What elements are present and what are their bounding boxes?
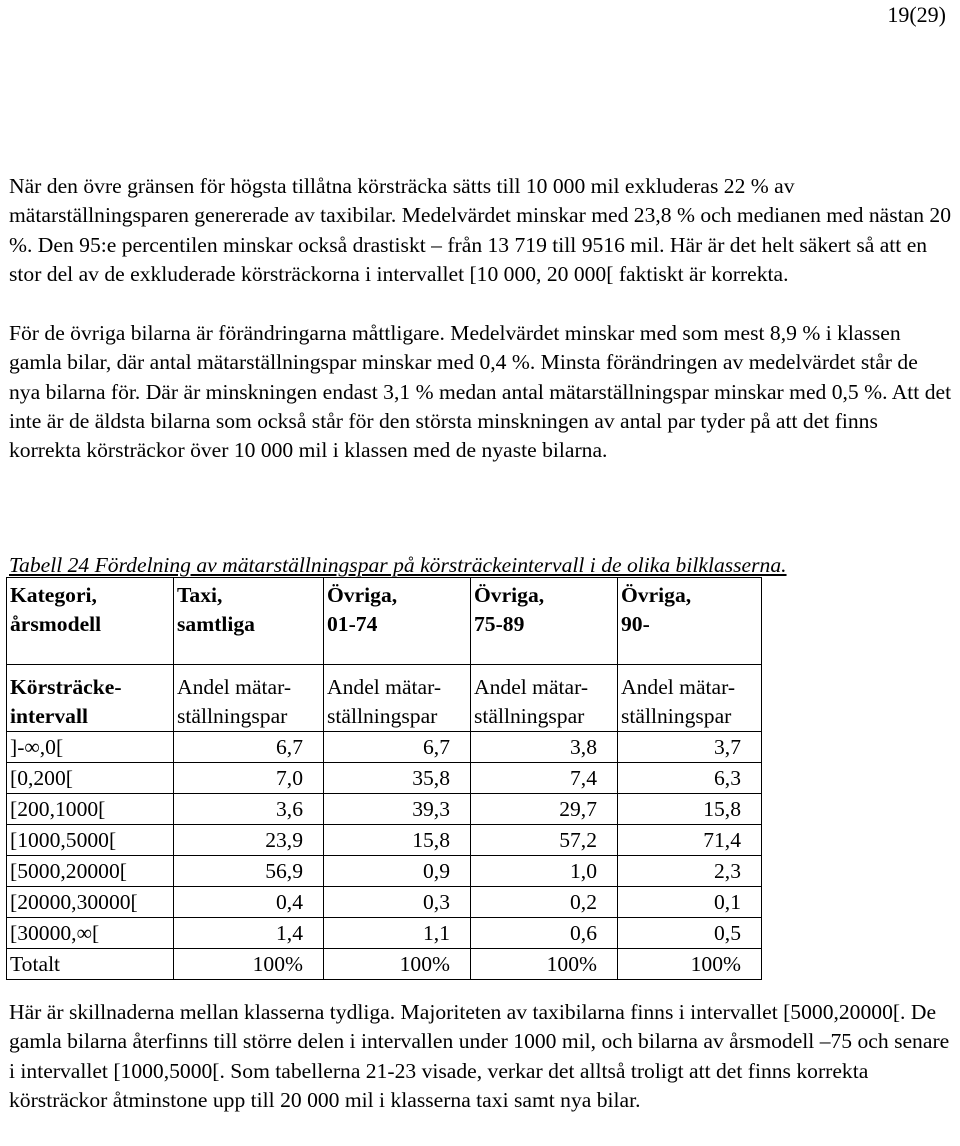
intro-paragraph-1: När den övre gränsen för högsta tillåtna körsträcka sätts till 10 000 mil exkluderas 22 % av mätarställningsparen genererade av taxibilar. Medelvärdet minskar med 23,8 % och medianen med nästan 20 %. Den 95:e percentilen minskar också drastiskt – från 13 719 till 9516 mil. Här är det helt säkert så att en stor del av de exkluderade körsträckorna i intervallet [10 000, 20 000[ faktiskt är korrekta. xyxy=(9,174,951,286)
cell-value: 6,7 xyxy=(324,732,471,763)
table-header-row xyxy=(7,578,762,665)
cell-value: 100% xyxy=(471,949,618,980)
cell-value: 100% xyxy=(618,949,762,980)
cell-value: 0,5 xyxy=(618,918,762,949)
table-row-total xyxy=(7,949,762,980)
header-ovriga-90: Övriga, 90- xyxy=(618,578,762,665)
header-category: Kategori, årsmodell xyxy=(7,578,174,665)
cell-value: 15,8 xyxy=(324,825,471,856)
cell-value: 7,4 xyxy=(471,763,618,794)
table-subheader-row xyxy=(7,665,762,732)
row-interval: [200,1000[ xyxy=(7,794,174,825)
subheader-share: Andel mätar- ställningspar xyxy=(174,665,324,732)
cell-value: 0,4 xyxy=(174,887,324,918)
subheader-interval: Körsträcke- intervall xyxy=(7,665,174,732)
row-interval: [1000,5000[ xyxy=(7,825,174,856)
cell-value: 29,7 xyxy=(471,794,618,825)
page-number: 19(29) xyxy=(887,2,946,27)
row-interval: [5000,20000[ xyxy=(7,856,174,887)
cell-value: 1,1 xyxy=(324,918,471,949)
row-interval: [30000,∞[ xyxy=(7,918,174,949)
table-row xyxy=(7,918,762,949)
cell-value: 7,0 xyxy=(174,763,324,794)
table-row xyxy=(7,825,762,856)
cell-value: 3,7 xyxy=(618,732,762,763)
cell-value: 71,4 xyxy=(618,825,762,856)
cell-value: 0,6 xyxy=(471,918,618,949)
table-row xyxy=(7,856,762,887)
cell-value: 1,0 xyxy=(471,856,618,887)
table-row xyxy=(7,887,762,918)
row-interval: [0,200[ xyxy=(7,763,174,794)
cell-value: 15,8 xyxy=(618,794,762,825)
distribution-table xyxy=(6,577,762,980)
cell-value: 1,4 xyxy=(174,918,324,949)
row-interval: [20000,30000[ xyxy=(7,887,174,918)
subheader-share: Andel mätar- ställningspar xyxy=(324,665,471,732)
cell-value: 3,8 xyxy=(471,732,618,763)
cell-value: 0,9 xyxy=(324,856,471,887)
table-row xyxy=(7,732,762,763)
cell-value: 6,7 xyxy=(174,732,324,763)
cell-value: 0,3 xyxy=(324,887,471,918)
cell-value: 57,2 xyxy=(471,825,618,856)
cell-value: 0,2 xyxy=(471,887,618,918)
cell-value: 56,9 xyxy=(174,856,324,887)
cell-value: 3,6 xyxy=(174,794,324,825)
header-ovriga-01-74: Övriga, 01-74 xyxy=(324,578,471,665)
row-interval: Totalt xyxy=(7,949,174,980)
cell-value: 100% xyxy=(174,949,324,980)
table-row xyxy=(7,794,762,825)
header-taxi: Taxi, samtliga xyxy=(174,578,324,665)
cell-value: 100% xyxy=(324,949,471,980)
table-caption: Tabell 24 Fördelning av mätarställningspar på körsträckeintervall i de olika bilklasserna. xyxy=(9,553,787,577)
intro-paragraph-2: För de övriga bilarna är förändringarna måttligare. Medelvärdet minskar med som mest 8,9 % i klassen gamla bilar, där antal mätarställningspar minskar med 0,4 %. Minsta förändringen av medelvärdet står de nya bilarna för. Där är minskningen endast 3,1 % medan antal mätarställningspar minskar med 0,5 %. Att det inte är de äldsta bilarna som också står för den största minskningen av antal par tyder på att det finns korrekta körsträckor över 10 000 mil i klassen med de nyaste bilarna. xyxy=(9,321,952,463)
subheader-share: Andel mätar- ställningspar xyxy=(471,665,618,732)
table-row xyxy=(7,763,762,794)
cell-value: 39,3 xyxy=(324,794,471,825)
cell-value: 35,8 xyxy=(324,763,471,794)
cell-value: 0,1 xyxy=(618,887,762,918)
outro-paragraph: Här är skillnaderna mellan klasserna tydliga. Majoriteten av taxibilarna finns i intervallet [5000,20000[. De gamla bilarna återfinns till större delen i intervallen under 1000 mil, och bilarna av årsmodell –75 och senare i intervallet [1000,5000[. Som tabellerna 21-23 visade, verkar det alltså troligt att det finns korrekta körsträckor åtminstone upp till 20 000 mil i klasserna taxi samt nya bilar. xyxy=(9,1000,950,1112)
cell-value: 23,9 xyxy=(174,825,324,856)
cell-value: 6,3 xyxy=(618,763,762,794)
row-interval: ]-∞,0[ xyxy=(7,732,174,763)
cell-value: 2,3 xyxy=(618,856,762,887)
subheader-share: Andel mätar- ställningspar xyxy=(618,665,762,732)
header-ovriga-75-89: Övriga, 75-89 xyxy=(471,578,618,665)
